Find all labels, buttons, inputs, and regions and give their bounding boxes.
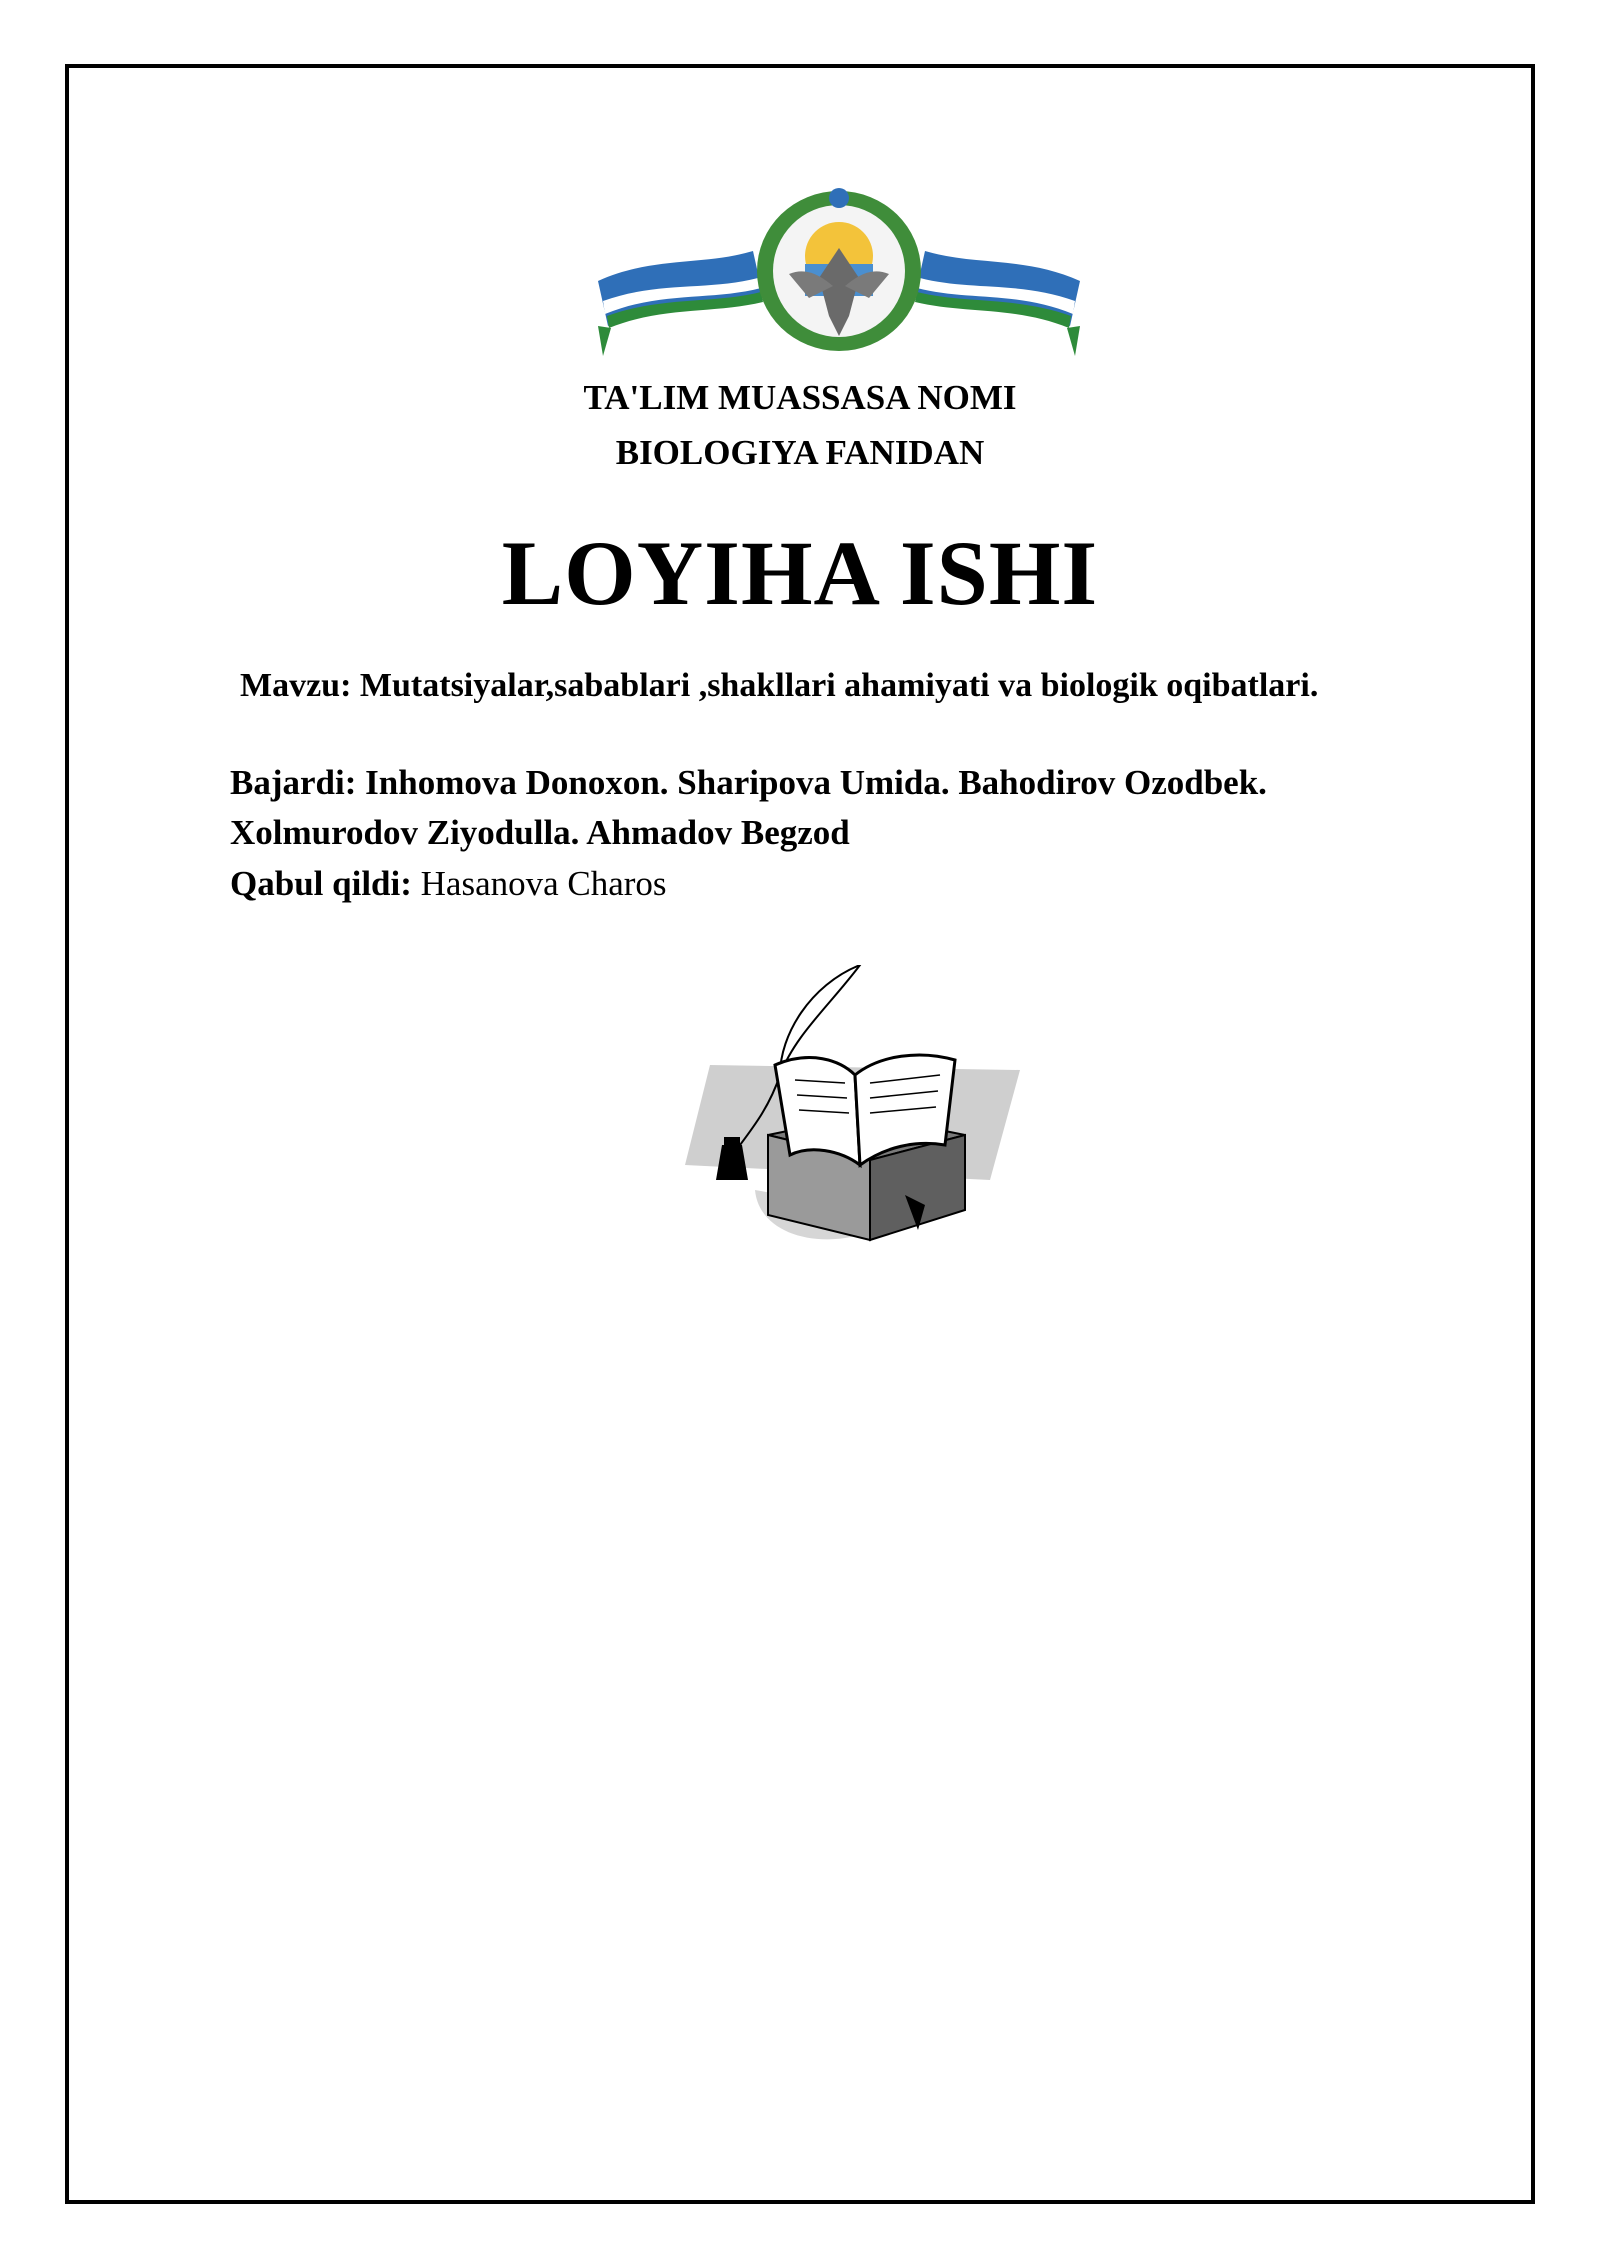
accepted-by-line: [230, 864, 1430, 904]
done-by-label: Bajardi:: [230, 763, 357, 802]
topic-line: [240, 667, 1490, 705]
state-emblem-icon: [593, 186, 1085, 356]
accepted-by-name: Hasanova Charos: [420, 864, 667, 903]
institution-name: TA'LIM MUASSASA NOMI: [583, 378, 1017, 417]
done-by-block: [230, 758, 1430, 858]
topic-label: Mavzu:: [240, 667, 352, 704]
done-by-names-1: Inhomova Donoxon. Sharipova Umida. Bahodirov Ozodbek.: [365, 763, 1267, 802]
done-by-line-1: [230, 758, 1430, 808]
done-by-names-2: Xolmurodov Ziyodulla. Ahmadov Begzod: [230, 813, 850, 852]
topic-text: Mutatsiyalar,sabablari ,shakllari ahamiyati va biologik oqibatlari.: [359, 667, 1319, 704]
accepted-by-label: Qabul qildi:: [230, 864, 412, 903]
page-title: LOYIHA ISHI: [501, 522, 1099, 624]
quill-and-books-icon: [660, 965, 1020, 1250]
subject-line: BIOLOGIYA FANIDAN: [615, 433, 985, 472]
